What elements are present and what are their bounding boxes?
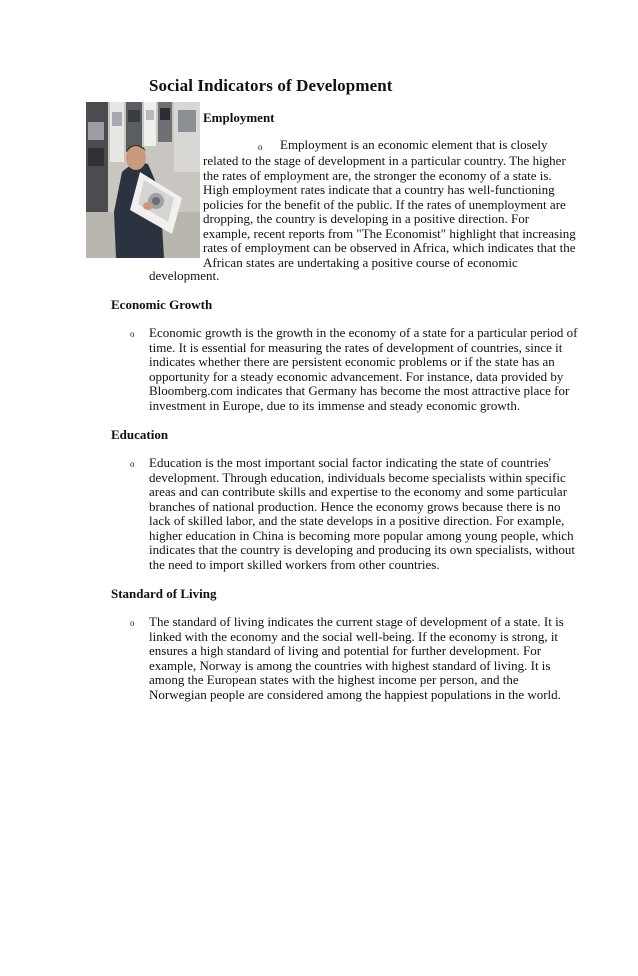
text-line: rates of employment can be observed in Africa, which indicates that the <box>203 240 576 255</box>
text-line: dropping, the country is developing in a positive direction. For <box>203 211 530 226</box>
employment-heading: Employment <box>203 110 275 125</box>
text-line: among the European states with the highest income per person, and the <box>149 672 519 687</box>
standard-of-living-bullet-icon: o <box>130 618 135 628</box>
economic-growth-text <box>149 326 578 413</box>
text-line: the rates of employment are, the stronger the economy of a state is. <box>203 167 552 183</box>
education-text <box>149 456 575 572</box>
text-line: example, recent reports from "The Economist" highlight that increasing <box>203 225 576 241</box>
text-line: higher education in China is becoming more popular among young people, which <box>149 527 574 543</box>
text-line: Bloomberg.com indicates that Germany has become the most attractive place for <box>149 383 570 398</box>
page-title: Social Indicators of Development <box>149 76 393 95</box>
employment-text <box>203 154 576 270</box>
employment-first-line: Employment is an economic element that is closely <box>280 137 548 152</box>
employment-bullet-icon: o <box>258 142 263 152</box>
text-line: Norwegian people are considered among the happiest populations in the world. <box>149 686 561 702</box>
text-line: Education is the most important social factor indicating the state of countries' <box>149 455 551 470</box>
text-line: related to the stage of development in a particular country. The higher <box>203 153 566 168</box>
education-bullet-icon: o <box>130 459 135 469</box>
text-line: ensures a high standard of living and potential for further development. For <box>149 643 542 658</box>
text-line: development. Through education, individuals become specialists within specific <box>149 469 566 485</box>
text-line: indicates that the country is developing and producing its own specialists, without <box>149 542 576 557</box>
text-line: branches of national production. Hence the economy grows because there is no <box>149 498 561 514</box>
text-line: areas and can contribute skills and expertise to the economy and some particular <box>149 484 568 499</box>
education-heading: Education <box>111 427 169 442</box>
employment-last-line: development. <box>149 268 220 283</box>
text-line: linked with the economy and the social well-being. If the economy is strong, it <box>149 628 559 644</box>
text-line: opportunity for a steady economic advancement. For instance, data provided by <box>149 368 564 384</box>
standard-of-living-text <box>149 615 564 702</box>
factory-worker-photo <box>86 102 200 258</box>
standard-of-living-heading: Standard of Living <box>111 586 217 601</box>
text-line: indicates whether there are persistent economic problems or if the state has an <box>149 354 555 369</box>
text-line: the need to import skilled workers from other countries. <box>149 556 440 572</box>
text-line: example, Norway is among the countries with highest standard of living. It is <box>149 657 551 673</box>
economic-growth-heading: Economic Growth <box>111 297 213 312</box>
text-line: The standard of living indicates the current stage of development of a state. It is <box>149 614 564 629</box>
text-line: lack of skilled labor, and the state develops in a positive direction. For example, <box>149 513 565 528</box>
text-line: time. It is essential for measuring the rates of development of countries, since it <box>149 339 563 355</box>
text-line: Economic growth is the growth in the economy of a state for a particular period of <box>149 325 578 340</box>
text-line: African states are undertaking a positive course of economic <box>203 254 518 270</box>
text-line: investment in Europe, due to its immense and steady economic growth. <box>149 397 521 413</box>
economic-growth-bullet-icon: o <box>130 329 135 339</box>
text-line: High employment rates indicate that a country has well-functioning <box>203 182 555 197</box>
text-line: policies for the benefit of the public. If the rates of unemployment are <box>203 196 566 212</box>
